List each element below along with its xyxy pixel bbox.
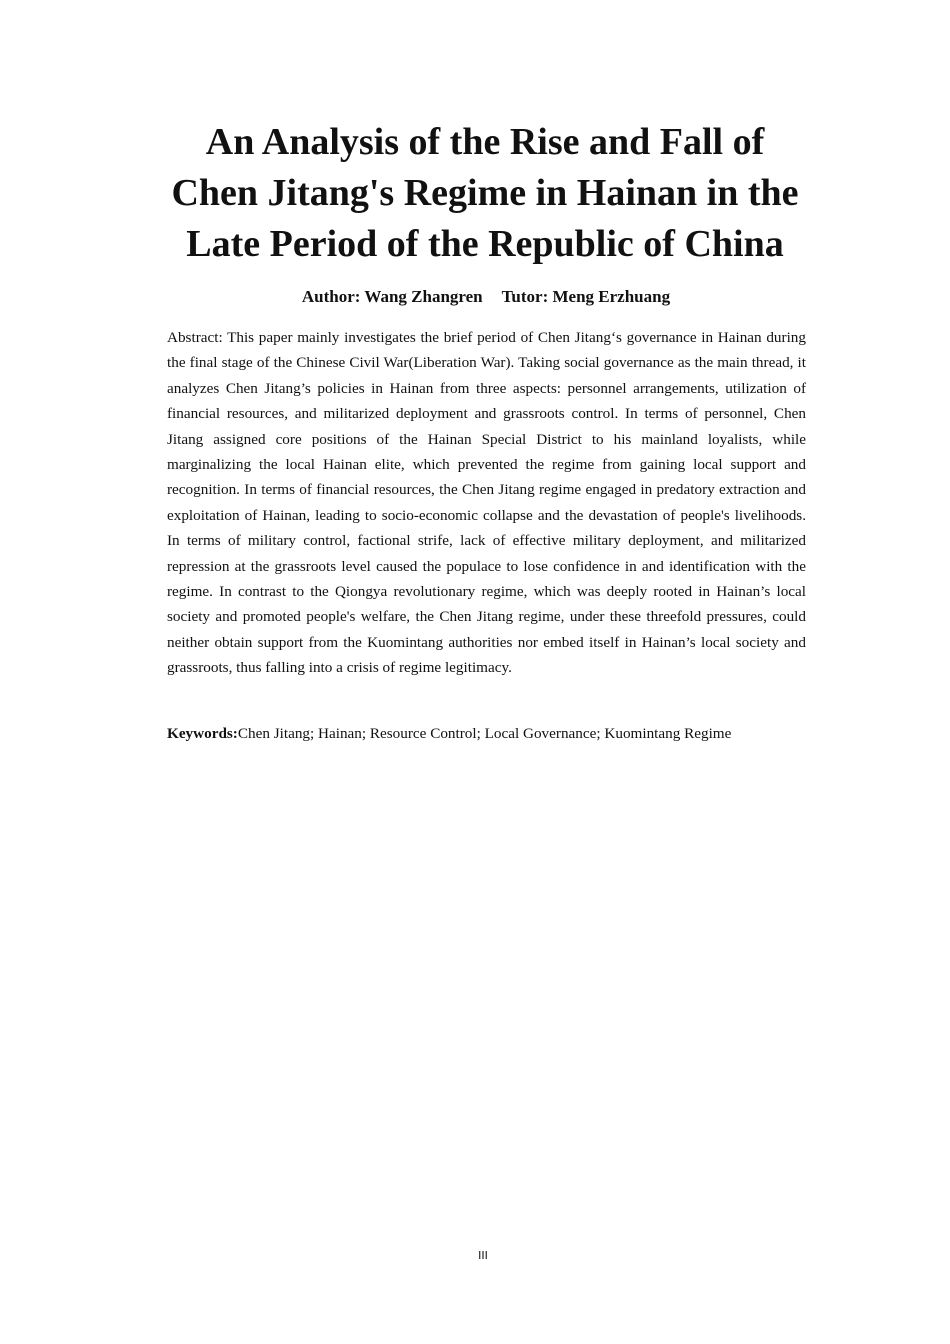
page-number: III: [478, 1249, 488, 1262]
keywords-line: [167, 722, 817, 745]
paper-title: [150, 117, 820, 270]
byline: [150, 286, 822, 308]
abstract-paragraph: Abstract: This paper mainly investigates the brief period of Chen Jitang‘s governance in Hainan during the final stage of the Chinese Civil War(Liberation War). Taking social governance as the main thread, it analyzes Chen Jitang’s policies in Hainan from three aspects: personnel arrangements, utilization of financial resources, and militarized deployment and grassroots control. In terms of personnel, Chen Jitang assigned core positions of the Hainan Special District to his mainland loyalists, while marginalizing the local Hainan elite, which prevented the regime from gaining local support and recognition. In terms of financial resources, the Chen Jitang regime engaged in predatory extraction and exploitation of Hainan, leading to socio-economic collapse and the devastation of people's livelihoods. In terms of military control, factional strife, lack of effective military deployment, and militarized repression at the grassroots level caused the populace to lose confidence in and identification with the regime. In contrast to the Qiongya revolutionary regime, which was deeply rooted in Hainan’s local society and promoted people's welfare, the Chen Jitang regime, under these threefold pressures, could neither obtain support from the Kuomintang authorities nor embed itself in Hainan’s local society and grassroots, thus falling into a crisis of regime legitimacy.: [167, 329, 806, 677]
tutor-name: Tutor: Meng Erzhuang: [501, 287, 671, 306]
keywords-label: Keywords:: [167, 725, 238, 742]
title-line-3: Late Period of the Republic of China: [186, 223, 784, 265]
title-line-2: Chen Jitang's Regime in Hainan in the: [171, 172, 799, 214]
keywords-text: Chen Jitang; Hainan; Resource Control; Local Governance; Kuomintang Regime: [237, 725, 732, 742]
author-name: Author: Wang Zhangren: [301, 287, 483, 306]
title-line-1: An Analysis of the Rise and Fall of: [205, 121, 765, 163]
